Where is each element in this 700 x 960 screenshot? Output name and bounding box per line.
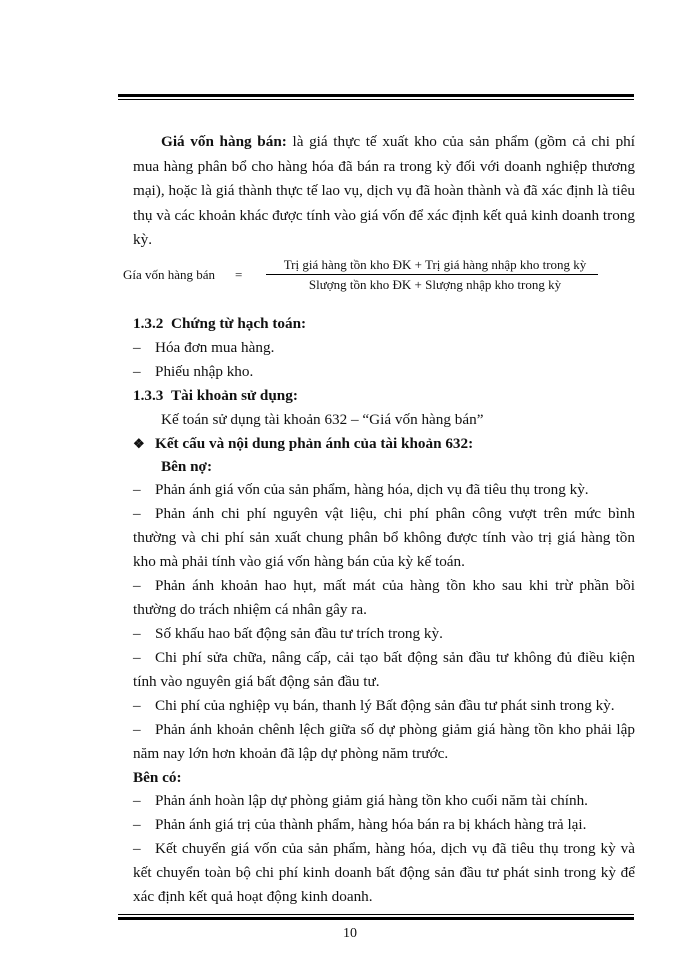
ben-co-label: Bên có: bbox=[133, 768, 182, 786]
list-item: – Phiếu nhập kho. bbox=[133, 362, 254, 380]
list-item: – Số khấu hao bất động sản đầu tư trích trong kỳ. bbox=[133, 624, 443, 642]
intro-term: Giá vốn hàng bán: bbox=[161, 133, 287, 150]
ben-co-list bbox=[133, 789, 635, 909]
structure-heading: ❖ Kết cấu và nội dung phản ánh của tài khoản 632: bbox=[133, 432, 635, 455]
fraction-bar bbox=[266, 274, 598, 275]
diamond-bullet-icon: ❖ bbox=[133, 435, 145, 451]
formula-equals: = bbox=[235, 266, 243, 282]
section-heading-1-3-2: 1.3.2 Chứng từ hạch toán: bbox=[133, 314, 307, 332]
header-rule bbox=[118, 94, 634, 100]
list-item: – Phản ánh hoàn lập dự phòng giảm giá hàng tồn kho cuối năm tài chính. bbox=[133, 791, 588, 809]
intro-paragraph bbox=[133, 130, 635, 253]
intro-text: là giá thực tế xuất kho của sản phẩm (gồm cả chi phí mua hàng phân bổ cho hàng hóa đã bán ra trong kỳ đối với doanh nghiệp thương mại), hoặc là giá thành thực tế lao vụ, dịch vụ đã hoàn thành và đã xác định là tiêu thụ và các khoản khác được tính vào giá vốn để xác định kết quả kinh doanh trong kỳ. bbox=[133, 133, 635, 248]
account-usage-text: Kế toán sử dụng tài khoản 632 – “Giá vốn hàng bán” bbox=[161, 410, 484, 428]
ben-no-label: Bên nợ: bbox=[161, 457, 213, 475]
section-heading-1-3-3: 1.3.3 Tài khoản sử dụng: bbox=[133, 386, 298, 404]
list-item: – Chi phí của nghiệp vụ bán, thanh lý Bất động sản đầu tư phát sinh trong kỳ. bbox=[133, 696, 615, 714]
list-item: – Chi phí sửa chữa, nâng cấp, cải tạo bất động sản đầu tư không đủ điều kiện tính vào nguyên giá bất động sản đầu tư. bbox=[133, 648, 635, 690]
footer-rule bbox=[118, 914, 634, 920]
list-item: – Phản ánh khoản hao hụt, mất mát của hàng tồn kho sau khi trừ phần bồi thường do trách nhiệm cá nhân gây ra. bbox=[133, 576, 635, 618]
list-item: – Phản ánh giá trị của thành phẩm, hàng hóa bán ra bị khách hàng trả lại. bbox=[133, 815, 587, 833]
cost-formula bbox=[123, 256, 635, 298]
formula-lhs: Gía vốn hàng bán bbox=[123, 266, 216, 282]
formula-numerator: Trị giá hàng tồn kho ĐK + Trị giá hàng nhập kho trong kỳ bbox=[283, 256, 587, 272]
list-item: – Phản ánh giá vốn của sản phẩm, hàng hóa, dịch vụ đã tiêu thụ trong kỳ. bbox=[133, 480, 589, 498]
formula-denominator: Slượng tồn kho ĐK + Slượng nhập kho trong kỳ bbox=[308, 276, 562, 292]
list-item: – Kết chuyển giá vốn của sản phẩm, hàng hóa, dịch vụ đã tiêu thụ trong kỳ và kết chuyển toàn bộ chi phí kinh doanh bất động sản đầu tư phát sinh trong kỳ để xác định kết quả hoạt động kinh doanh. bbox=[133, 839, 635, 905]
list-item: – Phản ánh chi phí nguyên vật liệu, chi phí phân công vượt trên mức bình thường và chi phí sản xuất chung phân bổ không được tính vào trị giá hàng tồn kho mà phải tính vào giá vốn hàng bán của kỳ kế toán. bbox=[133, 504, 635, 570]
ben-no-list bbox=[133, 478, 635, 766]
page-number: 10 bbox=[343, 926, 357, 941]
list-item: – Hóa đơn mua hàng. bbox=[133, 338, 275, 356]
list-item: – Phản ánh khoản chênh lệch giữa số dự phòng giảm giá hàng tồn kho phải lập năm nay lớn hơn khoản đã lập dự phòng năm trước. bbox=[133, 720, 635, 762]
page-body bbox=[123, 130, 635, 909]
